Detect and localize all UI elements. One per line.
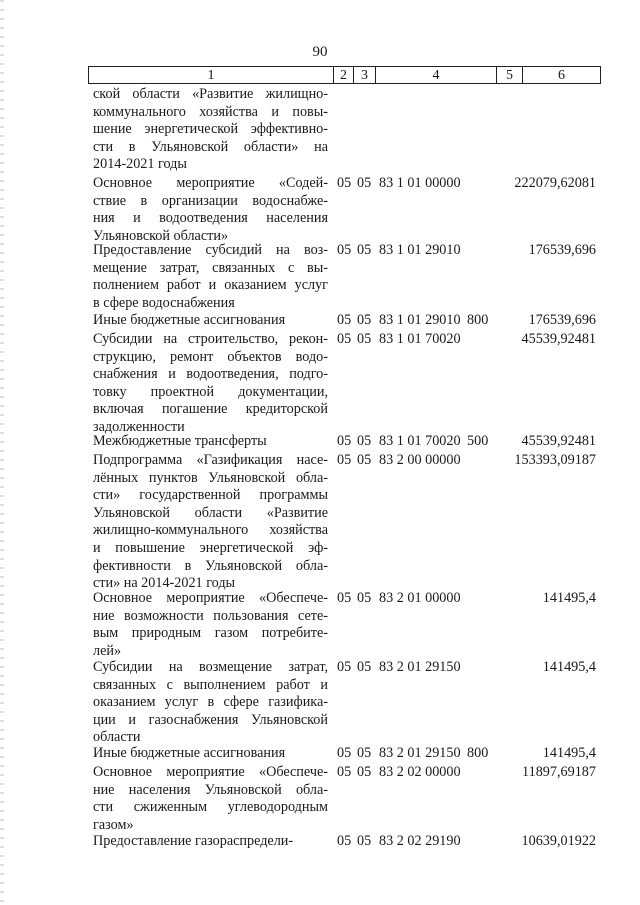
section-code: 05 [337,833,352,849]
subsection-code: 05 [357,745,372,761]
target-article-code: 83 2 01 00000 [379,590,461,606]
row-name-line: ние возможности пользования сете- [93,607,328,624]
subsection-code: 05 [357,833,372,849]
row-name-line: 2014-2021 годы [93,156,187,173]
expense-type-code: 800 [467,312,489,328]
header-col-3: 3 [354,67,376,83]
row-name [93,175,328,245]
target-article-code: 83 2 01 29150 [379,659,461,675]
header-col-6: 6 [558,68,565,83]
target-article-code: 83 1 01 29010 [379,312,461,328]
row-name-line: фективности в Ульяновской обла- [93,557,328,574]
row-name [93,331,328,437]
subsection-code: 05 [357,312,372,328]
subsection-code: 05 [357,175,372,191]
row-name-line: Подпрограмма «Газификация насе- [93,452,328,468]
row-name-line: связанных с выполнением работ и [93,676,328,693]
target-article-code: 83 2 01 29150 [379,745,461,761]
row-name-line: Межбюджетные трансферты [93,433,267,449]
row-amount: 45539,92481 [521,331,596,347]
row-codes [337,242,499,260]
row-name-line: Ульяновской области «Развитие [93,504,328,521]
row-name-line: задолженности [93,418,185,435]
row-codes [337,590,499,608]
target-article-code: 83 2 02 00000 [379,764,461,780]
row-codes [337,331,499,349]
row-name-line: лей» [93,642,122,659]
scan-edge [0,0,4,905]
target-article-code: 83 1 01 70020 [379,433,461,449]
row-name-line: сти» государственной программы [93,487,328,504]
section-code: 05 [337,590,352,606]
row-name [93,433,328,451]
row-name [93,312,328,330]
row-name-line: области [93,729,141,746]
subsection-code: 05 [357,242,372,258]
subsection-code: 05 [357,764,372,780]
row-name-line: струкцию, ремонт объектов водо- [93,348,328,365]
subsection-code: 05 [357,433,372,449]
row-name-line: Основное мероприятие «Обеспече- [93,764,328,780]
row-name [93,659,328,747]
row-amount: 176539,696 [528,312,596,328]
section-code: 05 [337,764,352,780]
row-name [93,242,328,312]
section-code: 05 [337,312,352,328]
row-name-line: ской области «Развитие жилищно- [93,86,328,102]
row-name-line: Субсидии на возмещение затрат, [93,659,328,675]
row-name [93,764,328,834]
row-amount: 11897,69187 [522,764,596,780]
subsection-code: 05 [357,331,372,347]
expense-type-code: 500 [467,433,489,449]
row-name-line: газом» [93,816,134,833]
row-name [93,745,328,763]
row-name-line: Предоставление субсидий на воз- [93,242,328,258]
row-name-line: Основное мероприятие «Обеспече- [93,590,328,606]
subsection-code: 05 [357,452,372,468]
row-amount: 141495,4 [542,659,596,675]
row-codes [337,745,499,763]
row-name-line: товку проектной документации, [93,383,328,400]
row-name-line: включая погашение кредиторской [93,401,328,418]
row-name-line: коммунального хозяйства и повы- [93,103,328,120]
row-name-line: лённых пунктов Ульяновской обла- [93,469,328,486]
row-codes [337,312,499,330]
row-name-line: ния и водоотведения населения [93,210,328,227]
row-name [93,590,328,660]
row-name-line: Иные бюджетные ассигнования [93,312,286,328]
page-number: 90 [312,44,328,60]
subsection-code: 05 [357,590,372,606]
row-name-line: сти сжиженным углеводородным [93,799,328,816]
row-name [93,833,328,851]
row-name-line: и повышение энергетической эф- [93,539,328,556]
section-code: 05 [337,433,352,449]
row-codes [337,433,499,451]
header-col-4: 4 [376,67,497,83]
row-name-line: сти» на 2014-2021 годы [93,575,236,592]
section-code: 05 [337,745,352,761]
target-article-code: 83 2 00 00000 [379,452,461,468]
expense-type-code: 800 [467,745,489,761]
row-name-line: ствие в организации водоснабже- [93,192,328,209]
header-col-5: 5 [497,67,523,83]
subsection-code: 05 [357,659,372,675]
header-col-1: 1 [89,67,334,83]
row-name-line: в сфере водоснабжения [93,294,235,311]
row-amount: 45539,92481 [521,433,596,449]
row-amount: 10639,01922 [521,833,596,849]
row-amount: 141495,4 [542,745,596,761]
header-col-2: 2 [334,67,354,83]
row-name [93,452,328,593]
row-amount: 222079,62081 [514,175,596,191]
row-codes [337,833,499,851]
row-name-line: Иные бюджетные ассигнования [93,745,286,761]
row-name-line: Субсидии на строительство, рекон- [93,331,328,347]
row-name-line: шение энергетической эффективно- [93,121,328,138]
target-article-code: 83 2 02 29190 [379,833,461,849]
row-codes [337,452,499,470]
table-header [88,66,601,84]
section-code: 05 [337,331,352,347]
row-name-line: вым природным газом потребите- [93,625,328,642]
row-name-line: полнением работ и оказанием услуг [93,277,328,294]
row-codes [337,175,499,193]
row-name-line: снабжения и водоотведения, подго- [93,366,328,383]
row-name-line: ции и газоснабжения Ульяновской [93,711,328,728]
section-code: 05 [337,175,352,191]
row-name-line: жилищно-коммунального хозяйства [93,522,328,539]
target-article-code: 83 1 01 00000 [379,175,461,191]
row-name-line: оказанием услуг в сфере газифика- [93,694,328,711]
target-article-code: 83 1 01 29010 [379,242,461,258]
section-code: 05 [337,659,352,675]
row-name-line: Предоставление газораспредели- [93,833,294,849]
row-name-line: мещение затрат, связанных с вы- [93,259,328,276]
row-name-line: сти в Ульяновской области» на [93,138,328,155]
row-name-line: ние населения Ульяновской обла- [93,781,328,798]
section-code: 05 [337,242,352,258]
row-name-line: Основное мероприятие «Содей- [93,175,328,191]
row-amount: 176539,696 [528,242,596,258]
section-code: 05 [337,452,352,468]
row-name [93,86,328,174]
row-codes [337,86,499,104]
row-amount: 153393,09187 [514,452,596,468]
row-codes [337,764,499,782]
target-article-code: 83 1 01 70020 [379,331,461,347]
row-codes [337,659,499,677]
row-name-line: Ульяновской области» [93,227,229,244]
row-amount: 141495,4 [542,590,596,606]
